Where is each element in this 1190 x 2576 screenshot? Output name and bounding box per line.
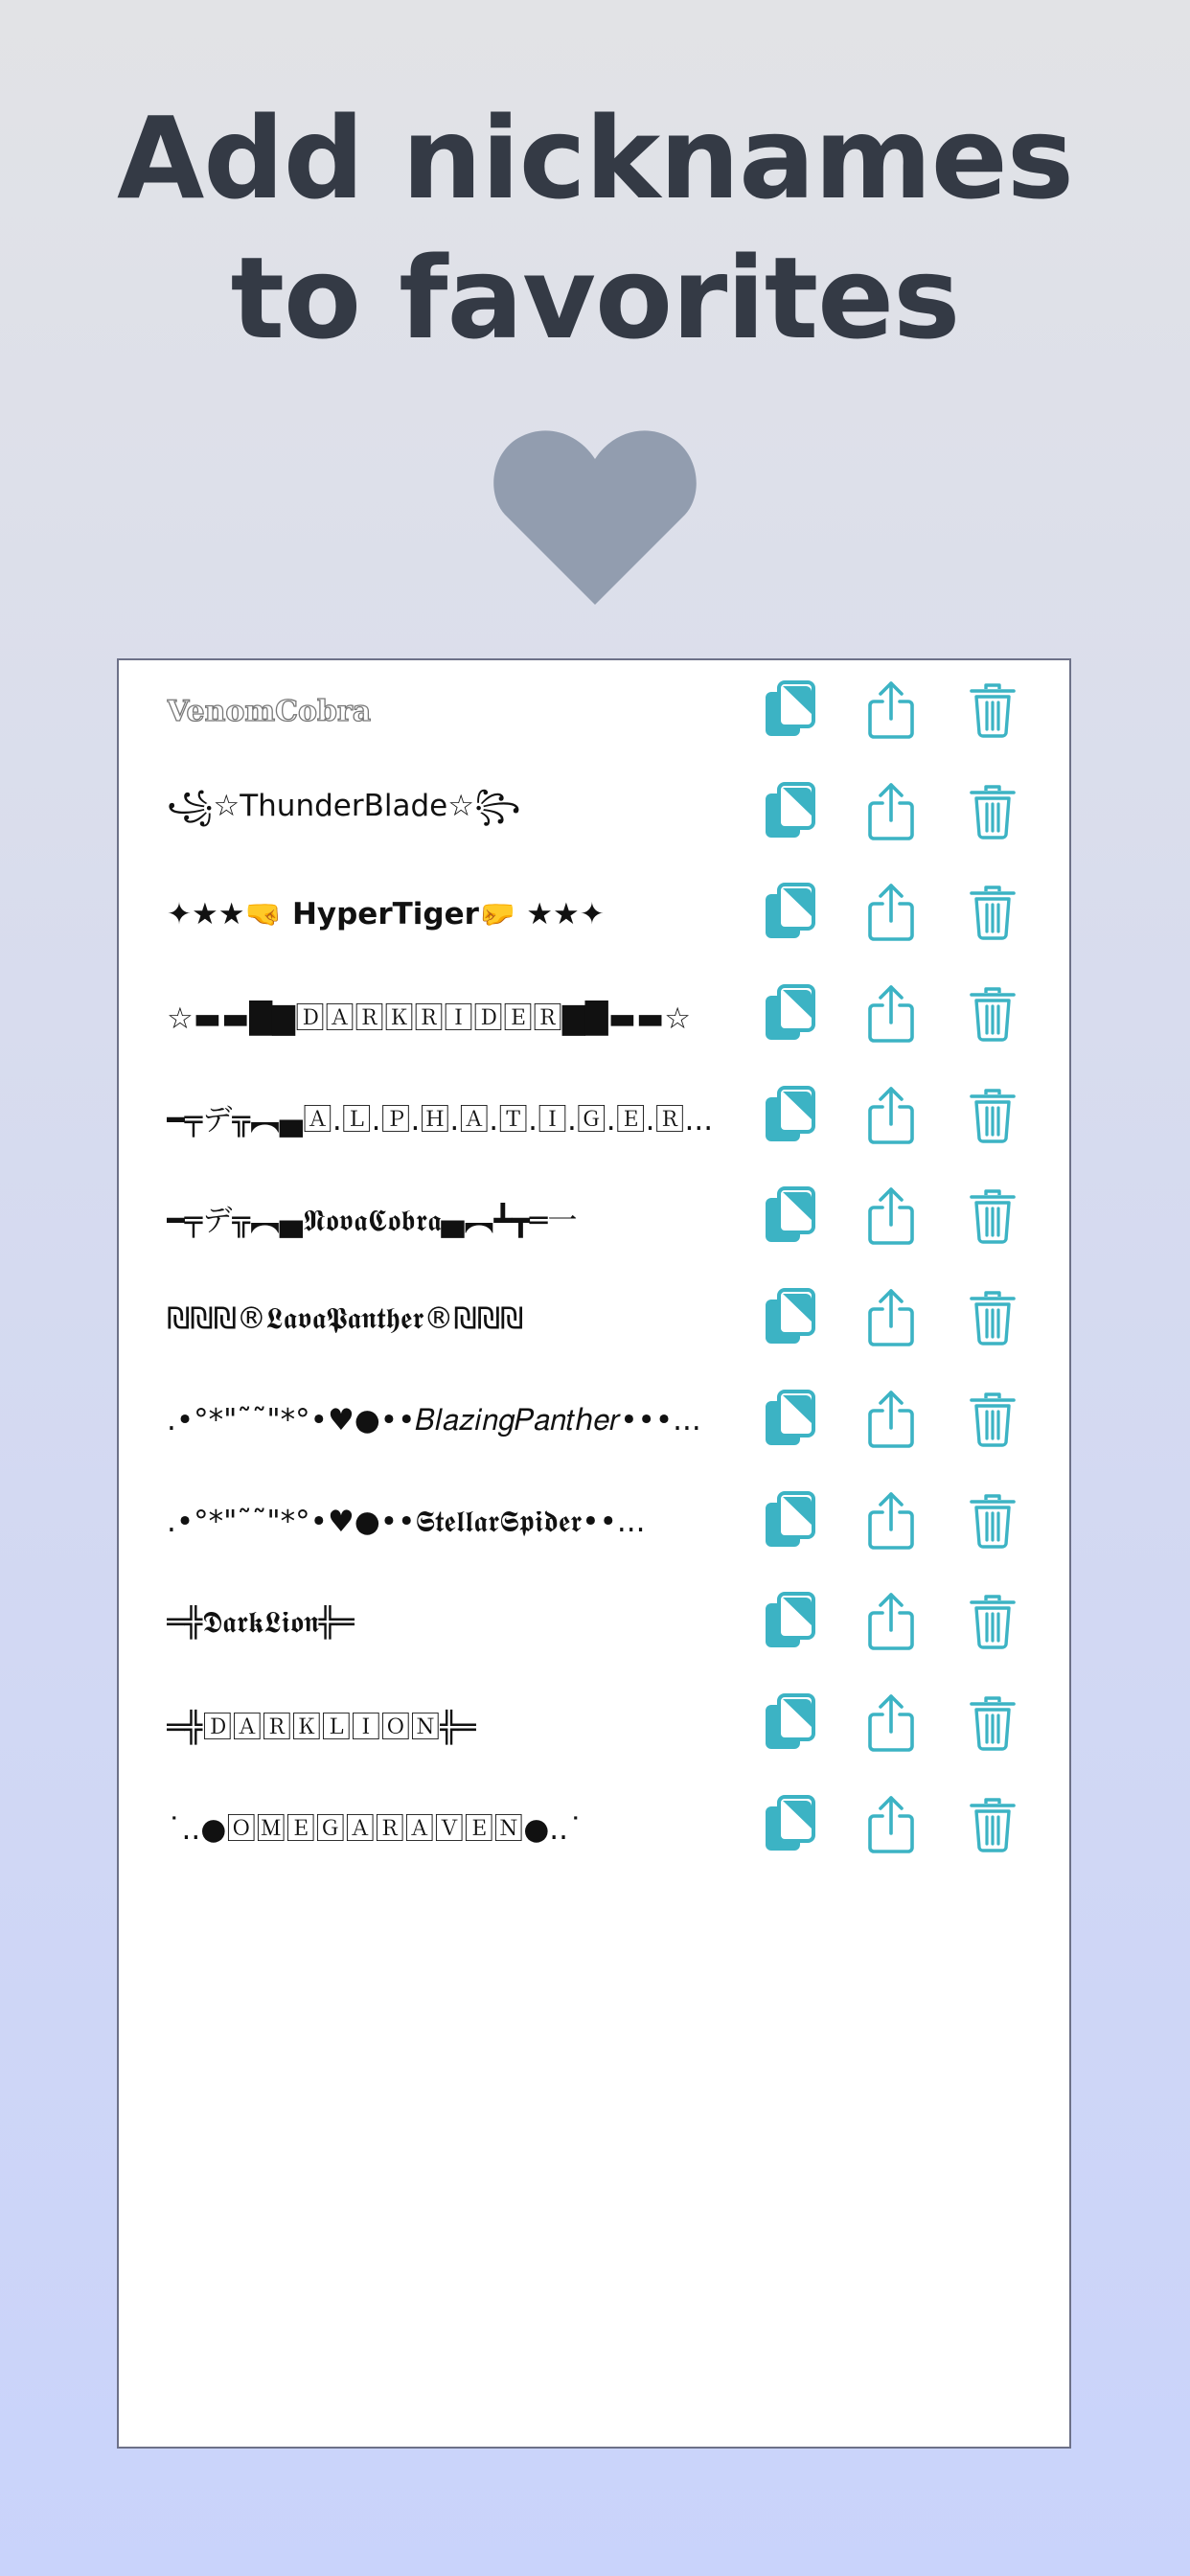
nickname-text: ━╤デ╦︻▄𝕹𝖔𝖛𝖆𝕮𝖔𝖇𝖗𝖆▄︻┻┳═一 xyxy=(167,1203,578,1238)
share-button[interactable] xyxy=(857,1184,926,1253)
nickname-text: ꧁☆ThunderBlade☆꧂ xyxy=(167,788,521,823)
delete-button[interactable] xyxy=(958,1690,1027,1760)
nickname-text: .•°*"˜˜"*°•♥●••𝕾𝖙𝖊𝖑𝖑𝖆𝖗𝕾𝖕𝖎𝖉𝖊𝖗••... xyxy=(167,1504,646,1539)
copy-button[interactable] xyxy=(755,1387,824,1456)
delete-button[interactable] xyxy=(958,1083,1027,1152)
nickname-text: ━╤デ╦︻▄🄰.🄻.🄿.🄷.🄰.🅃.🄸.🄶.🄴.🅁... xyxy=(167,1102,714,1138)
trash-icon xyxy=(969,1492,1017,1553)
share-button[interactable] xyxy=(857,981,926,1050)
delete-button[interactable] xyxy=(958,1387,1027,1456)
favorites-list xyxy=(117,658,1071,2449)
favorite-row xyxy=(119,660,1069,762)
share-button[interactable] xyxy=(857,678,926,747)
copy-icon xyxy=(763,1692,816,1758)
nickname-text: ˙..●🄾🄼🄴🄶🄰🅁🄰🅅🄴🄽●..˙ xyxy=(167,1811,584,1847)
trash-icon xyxy=(969,1796,1017,1857)
share-icon xyxy=(866,680,916,744)
copy-button[interactable] xyxy=(755,1488,824,1557)
share-button[interactable] xyxy=(857,779,926,848)
trash-icon xyxy=(969,1187,1017,1249)
nickname-text-wrap xyxy=(167,1471,853,1573)
nickname-text: .•°*"˜˜"*°•♥●••𝐵𝑙𝑎𝑧𝑖𝑛𝑔𝑃𝑎𝑛𝑡ℎ𝑒𝑟•••... xyxy=(167,1402,701,1438)
favorite-row xyxy=(119,862,1069,964)
page-headline xyxy=(0,88,1190,368)
copy-icon xyxy=(763,1085,816,1150)
nickname-text: ═╬🄳🄰🅁🄺🄻🄸🄾🄽╬═ xyxy=(167,1710,476,1745)
copy-button[interactable] xyxy=(755,880,824,949)
copy-icon xyxy=(763,1490,816,1555)
headline-line-1: Add nicknames xyxy=(116,92,1074,224)
copy-icon xyxy=(763,1591,816,1656)
nickname-text-wrap xyxy=(167,1775,853,1876)
copy-button[interactable] xyxy=(755,1792,824,1861)
trash-icon xyxy=(969,884,1017,945)
share-icon xyxy=(866,1592,916,1655)
heart-icon xyxy=(493,426,697,605)
copy-button[interactable] xyxy=(755,1589,824,1658)
share-button[interactable] xyxy=(857,1083,926,1152)
share-button[interactable] xyxy=(857,1387,926,1456)
copy-button[interactable] xyxy=(755,1690,824,1760)
trash-icon xyxy=(969,783,1017,844)
nickname-text: ☆▬▬█▇🄳🄰🅁🄺🅁🄸🄳🄴🅁▇█▬▬☆ xyxy=(167,1000,692,1036)
nickname-text: ═╬𝕯𝖆𝖗𝖐𝕷𝖎𝖔𝖓╬═ xyxy=(167,1604,355,1640)
favorite-row xyxy=(119,1066,1069,1167)
trash-icon xyxy=(969,681,1017,743)
nickname-text: ₪₪₪®𝕷𝖆𝖛𝖆𝕻𝖆𝖓𝖙𝖍𝖊𝖗®₪₪₪ xyxy=(167,1300,524,1336)
favorite-row xyxy=(119,1166,1069,1268)
favorite-row xyxy=(119,1673,1069,1775)
delete-button[interactable] xyxy=(958,1285,1027,1354)
copy-button[interactable] xyxy=(755,779,824,848)
delete-button[interactable] xyxy=(958,1488,1027,1557)
delete-button[interactable] xyxy=(958,779,1027,848)
copy-button[interactable] xyxy=(755,981,824,1050)
nickname-text: VenomCobra xyxy=(167,694,372,728)
nickname-text: ✦★★🤜 HyperTiger🤛 ★★✦ xyxy=(167,896,605,932)
share-button[interactable] xyxy=(857,1589,926,1658)
share-button[interactable] xyxy=(857,1285,926,1354)
share-button[interactable] xyxy=(857,880,926,949)
share-icon xyxy=(866,1086,916,1149)
trash-icon xyxy=(969,1391,1017,1452)
favorite-row xyxy=(119,1572,1069,1673)
copy-button[interactable] xyxy=(755,1285,824,1354)
favorite-row xyxy=(119,964,1069,1066)
nickname-text-wrap xyxy=(167,1166,853,1268)
share-icon xyxy=(866,1186,916,1250)
share-icon xyxy=(866,1491,916,1554)
copy-button[interactable] xyxy=(755,1083,824,1152)
nickname-text-wrap xyxy=(167,964,853,1066)
favorite-row xyxy=(119,1471,1069,1573)
delete-button[interactable] xyxy=(958,880,1027,949)
favorite-row xyxy=(119,1268,1069,1369)
favorite-row xyxy=(119,1775,1069,1876)
nickname-text-wrap xyxy=(167,1572,853,1673)
nickname-text-wrap xyxy=(167,862,853,964)
copy-icon xyxy=(763,1185,816,1251)
share-icon xyxy=(866,1288,916,1351)
copy-icon xyxy=(763,1287,816,1352)
nickname-text-wrap xyxy=(167,1066,853,1167)
trash-icon xyxy=(969,985,1017,1046)
favorite-row xyxy=(119,762,1069,863)
share-icon xyxy=(866,883,916,946)
share-button[interactable] xyxy=(857,1792,926,1861)
delete-button[interactable] xyxy=(958,1589,1027,1658)
trash-icon xyxy=(969,1087,1017,1148)
share-icon xyxy=(866,1795,916,1858)
copy-icon xyxy=(763,1794,816,1859)
copy-icon xyxy=(763,983,816,1048)
trash-icon xyxy=(969,1593,1017,1654)
copy-icon xyxy=(763,1389,816,1454)
favorite-row xyxy=(119,1369,1069,1471)
trash-icon xyxy=(969,1289,1017,1350)
trash-icon xyxy=(969,1694,1017,1756)
copy-button[interactable] xyxy=(755,678,824,747)
copy-icon xyxy=(763,781,816,846)
nickname-text-wrap xyxy=(167,1268,853,1369)
share-button[interactable] xyxy=(857,1690,926,1760)
copy-icon xyxy=(763,679,816,745)
share-icon xyxy=(866,984,916,1047)
share-icon xyxy=(866,782,916,845)
nickname-text-wrap xyxy=(167,1673,853,1775)
delete-button[interactable] xyxy=(958,981,1027,1050)
delete-button[interactable] xyxy=(958,678,1027,747)
copy-icon xyxy=(763,882,816,947)
share-icon xyxy=(866,1693,916,1757)
delete-button[interactable] xyxy=(958,1184,1027,1253)
nickname-text-wrap xyxy=(167,660,853,762)
headline-line-2: to favorites xyxy=(230,232,960,364)
share-button[interactable] xyxy=(857,1488,926,1557)
delete-button[interactable] xyxy=(958,1792,1027,1861)
copy-button[interactable] xyxy=(755,1184,824,1253)
nickname-text-wrap xyxy=(167,762,853,863)
nickname-text-wrap xyxy=(167,1369,853,1471)
share-icon xyxy=(866,1390,916,1453)
